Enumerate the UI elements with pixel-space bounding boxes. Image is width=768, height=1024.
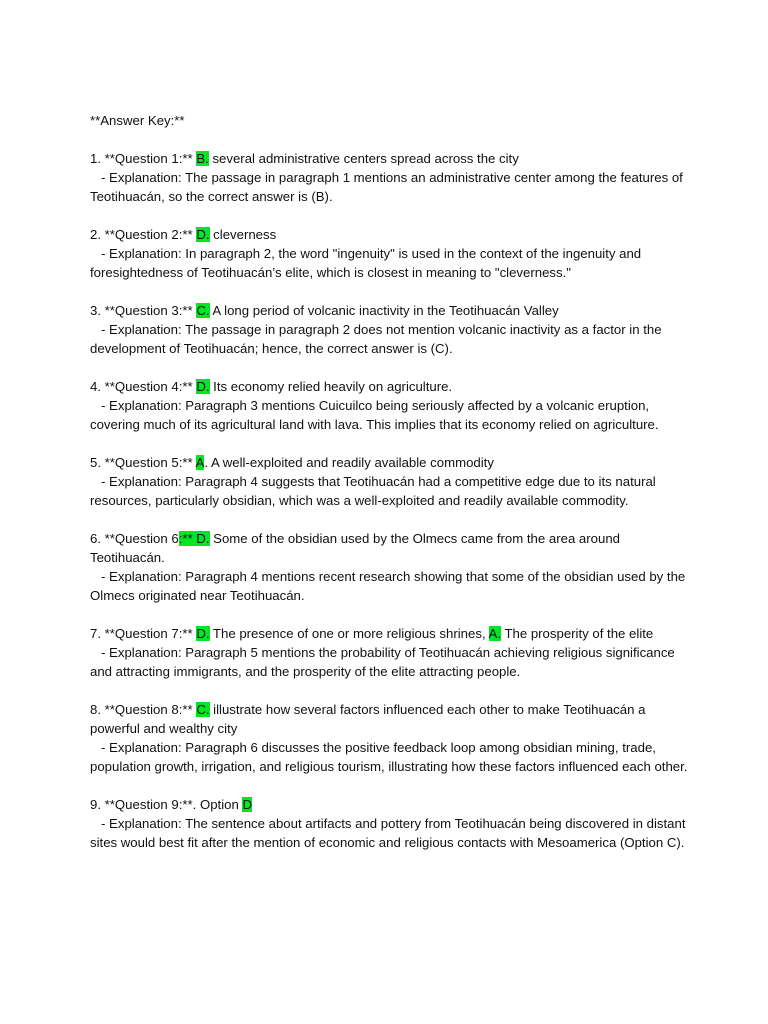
question-line [90,795,690,814]
highlighted-answer: D. [196,227,210,242]
explanation-text: - Explanation: In paragraph 2, the word "ingenuity" is used in the context of the ingenuity and foresightedness of Teotihuacán’s elite, which is closest in meaning to "cleverness." [90,246,645,280]
answer-item-9 [90,795,690,852]
question-line [90,377,690,396]
highlighted-answer-secondary: A. [488,626,502,641]
highlighted-answer: D [242,797,253,812]
answer-item-3 [90,301,690,358]
question-prefix: 2. **Question 2:** [90,227,197,242]
answer-text: A long period of volcanic inactivity in the Teotihuacán Valley [209,303,559,318]
question-line [90,453,690,472]
question-prefix: 8. **Question 8:** [90,702,197,717]
answer-text: illustrate how several factors influenced each other to make Teotihuacán a powerful and wealthy city [90,702,650,736]
answer-key-document [90,111,690,871]
answer-text: . A well-exploited and readily available commodity [204,455,494,470]
answer-text: The presence of one or more religious shrines, [209,626,489,641]
answer-text: several administrative centers spread across the city [208,151,519,166]
highlighted-answer: B. [196,151,209,166]
answer-key-title: **Answer Key:** [90,113,185,128]
question-prefix: 7. **Question 7:** [90,626,197,641]
highlighted-answer: :** D. [178,531,210,546]
highlighted-answer: A [195,455,205,470]
question-line [90,149,690,168]
highlighted-answer: C. [196,702,210,717]
question-prefix: 6. **Question 6 [90,531,179,546]
answer-item-7 [90,624,690,681]
explanation-text: - Explanation: Paragraph 4 mentions recent research showing that some of the obsidian used by the Olmecs originated near Teotihuacán. [90,569,689,603]
question-prefix: 4. **Question 4:** [90,379,197,394]
answer-text: Some of the obsidian used by the Olmecs came from the area around Teotihuacán. [90,531,624,565]
highlighted-answer: D. [196,626,210,641]
highlighted-answer: C. [196,303,210,318]
question-line [90,624,690,643]
highlighted-answer: D. [196,379,210,394]
question-prefix: 9. **Question 9:**. Option [90,797,243,812]
answer-item-5 [90,453,690,510]
question-line [90,700,690,738]
answer-text-secondary: The prosperity of the elite [501,626,654,641]
question-prefix: 3. **Question 3:** [90,303,197,318]
question-line [90,529,690,567]
answer-item-2 [90,225,690,282]
answer-item-6 [90,529,690,605]
answer-text: Its economy relied heavily on agriculture. [209,379,453,394]
explanation-text: - Explanation: The sentence about artifacts and pottery from Teotihuacán being discovered in distant sites would best fit after the mention of economic and religious contacts with Mesoamerica (Option C). [90,816,690,850]
explanation-text: - Explanation: The passage in paragraph 2 does not mention volcanic inactivity as a factor in the development of Teotihuacán; hence, the correct answer is (C). [90,322,666,356]
explanation-text: - Explanation: The passage in paragraph 1 mentions an administrative center among the features of Teotihuacán, so the correct answer is (B). [90,170,687,204]
question-prefix: 1. **Question 1:** [90,151,197,166]
explanation-text: - Explanation: Paragraph 3 mentions Cuicuilco being seriously affected by a volcanic eruption, covering much of its agricultural land with lava. This implies that its economy relied on agriculture. [90,398,659,432]
question-prefix: 5. **Question 5:** [90,455,196,470]
answer-item-1 [90,149,690,206]
answer-text: cleverness [209,227,277,242]
explanation-text: - Explanation: Paragraph 4 suggests that Teotihuacán had a competitive edge due to its natural resources, particularly obsidian, which was a well-exploited and readily available commodity. [90,474,660,508]
explanation-text: - Explanation: Paragraph 6 discusses the positive feedback loop among obsidian mining, trade, population growth, irrigation, and religious tourism, illustrating how these factors influenced each other. [90,740,688,774]
answer-item-4 [90,377,690,434]
question-line [90,301,690,320]
explanation-text: - Explanation: Paragraph 5 mentions the probability of Teotihuacán achieving religious significance and attracting immigrants, and the prosperity of the elite attracting people. [90,645,679,679]
answer-item-8 [90,700,690,776]
question-line [90,225,690,244]
